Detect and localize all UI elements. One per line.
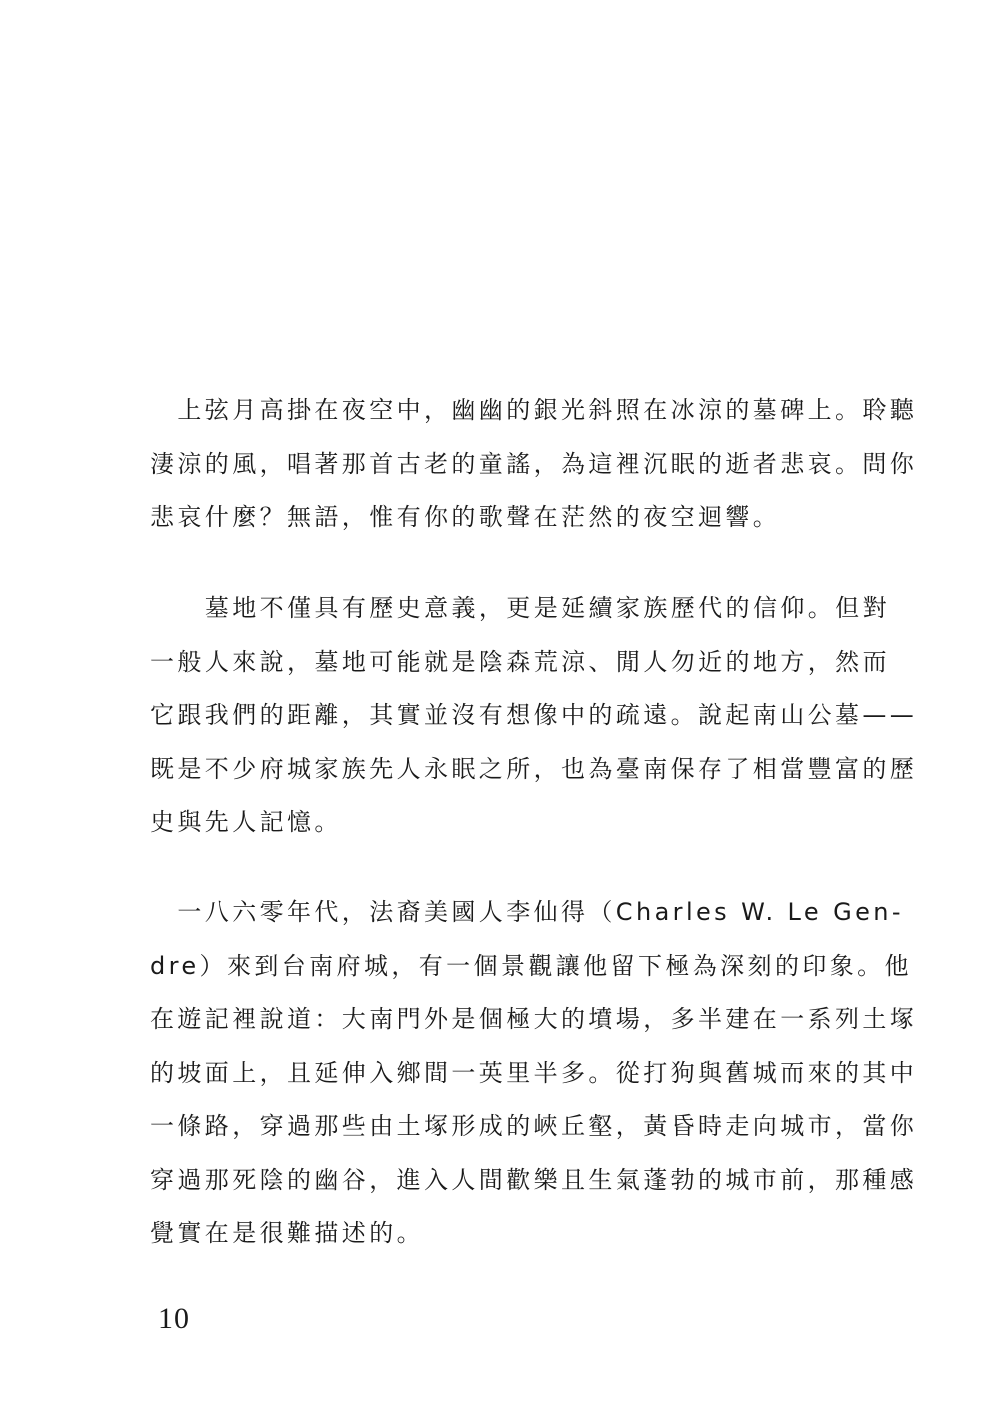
paragraph-1 <box>150 384 918 545</box>
paragraph-line: 它跟我們的距離，其實並沒有想像中的疏遠。說起南山公墓—— <box>150 701 918 729</box>
paragraph-line: 上弦月高掛在夜空中，幽幽的銀光斜照在冰涼的墓碑上。聆聽 <box>150 396 918 424</box>
paragraph-line: 在遊記裡說道：大南門外是個極大的墳場，多半建在一系列土塚 <box>150 1005 918 1033</box>
paragraph-line: 墓地不僅具有歷史意義，更是延續家族歷代的信仰。但對 <box>150 594 890 622</box>
paragraph-3 <box>150 886 918 1261</box>
paragraph-line: 穿過那死陰的幽谷，進入人間歡樂且生氣蓬勃的城市前，那種感 <box>150 1165 918 1194</box>
page-number: 10 <box>158 1302 190 1335</box>
paragraph-line: 一般人來說，墓地可能就是陰森荒涼、閒人勿近的地方，然而 <box>150 647 890 676</box>
paragraph-2 <box>150 582 918 850</box>
paragraph-line: 史與先人記憶。 <box>150 808 342 836</box>
paragraph-line: 淒涼的風，唱著那首古老的童謠，為這裡沉眠的逝者悲哀。問你 <box>150 449 918 478</box>
paragraph-line: 既是不少府城家族先人永眠之所，也為臺南保存了相當豐富的歷 <box>150 754 918 783</box>
paragraph-line: dre）來到台南府城，有一個景觀讓他留下極為深刻的印象。他 <box>150 951 912 980</box>
paragraph-line: 一八六零年代，法裔美國人李仙得（Charles W. Le Gen- <box>150 898 904 926</box>
paragraph-line: 的坡面上，且延伸入鄉間一英里半多。從打狗與舊城而來的其中 <box>150 1058 918 1087</box>
paragraph-line: 覺實在是很難描述的。 <box>150 1219 424 1247</box>
paragraph-line: 悲哀什麼？無語，惟有你的歌聲在茫然的夜空迴響。 <box>150 503 781 531</box>
paragraph-line: 一條路，穿過那些由土塚形成的峽丘壑，黃昏時走向城市，當你 <box>150 1112 918 1140</box>
